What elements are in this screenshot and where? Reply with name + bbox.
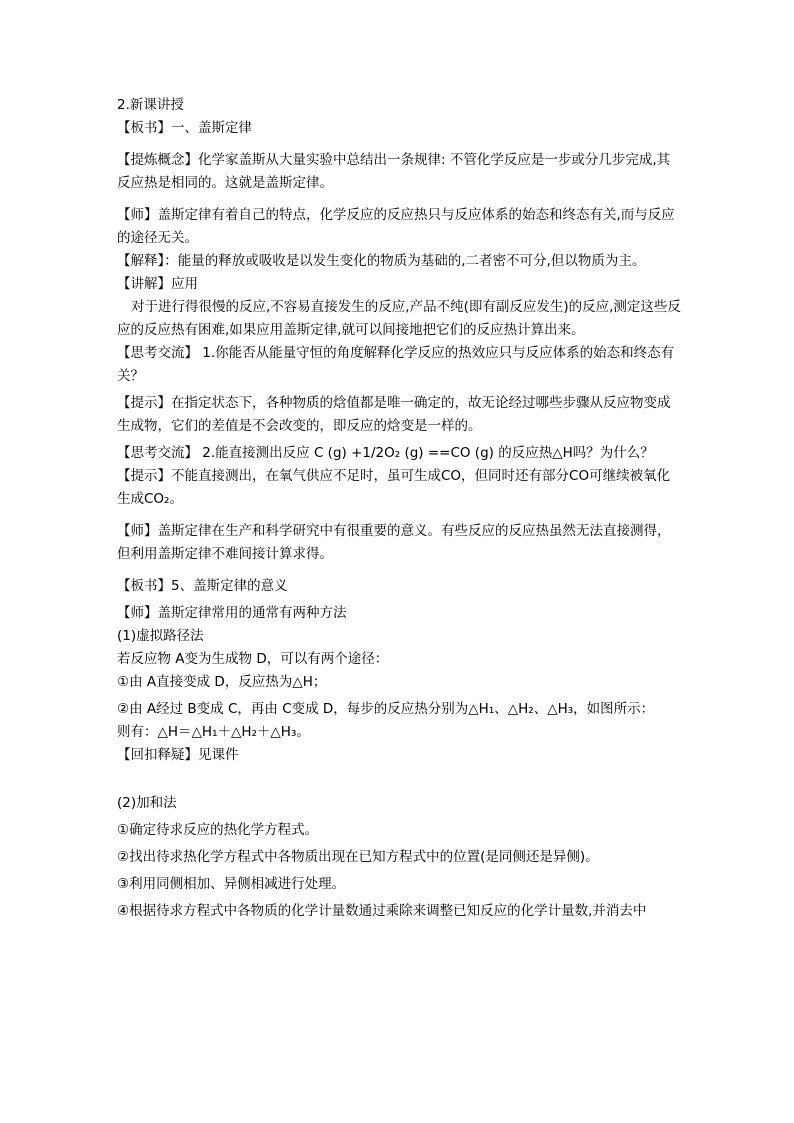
paragraph-8	[117, 392, 682, 438]
paragraph-22	[117, 846, 682, 869]
text: 盖斯定律有着自己的特点，化学反应的反应热只与反应体系的始态和终态有关,而与反应的途径无关。	[117, 207, 675, 246]
paragraph-19	[117, 744, 682, 767]
section-heading: 2.新课讲授	[117, 97, 184, 113]
paragraph-12	[117, 575, 682, 598]
paragraph-14	[117, 625, 682, 648]
text: 化学家盖斯从大量实验中总结出一条规律: 不管化学反应是一步或分几步完成,其反应热是相同的。这就是盖斯定律。	[117, 152, 671, 191]
text: ②由 A经过 B变成 C，再由 C变成 D，每步的反应热分别为△H₁、△H₂、△H₃，如图所示：	[117, 701, 655, 717]
paragraph-16	[117, 671, 682, 694]
tag: 【板书】	[117, 120, 171, 136]
text: 2.能直接测出反应 C (g) +1/2O₂ (g) ==CO (g) 的反应热△H吗？为什么？	[198, 445, 654, 461]
tag: 【师】	[117, 523, 158, 539]
paragraph-18	[117, 721, 682, 744]
text: ①由 A直接变成 D，反应热为△H；	[117, 674, 327, 690]
tag: 【讲解】	[117, 276, 171, 292]
paragraph-13	[117, 602, 682, 625]
paragraph-15	[117, 648, 682, 671]
tag: 【思考交流】	[117, 345, 198, 361]
text: ④根据待求方程式中各物质的化学计量数通过乘除来调整已知反应的化学计量数,并消去中	[117, 903, 647, 919]
paragraph-3	[117, 204, 682, 250]
tag: 【回扣释疑】	[117, 747, 198, 763]
text: ：能量的释放或吸收是以发生变化的物质为基础的,二者密不可分,但以物质为主。	[164, 253, 646, 269]
text: ①确定待求反应的热化学方程式。	[117, 822, 319, 838]
paragraph-23	[117, 873, 682, 896]
text: ③利用同侧相加、异侧相减进行处理。	[117, 876, 346, 892]
paragraph-6	[117, 296, 682, 342]
paragraph-7	[117, 342, 682, 388]
paragraph-1	[117, 117, 682, 140]
text: 应用	[171, 276, 198, 292]
text: 不能直接测出，在氧气供应不足时，虽可生成CO，但同时还有部分CO可继续被氧化生成CO₂。	[117, 468, 671, 507]
paragraph-21	[117, 819, 682, 842]
tag: 【提示】	[117, 395, 171, 411]
text: 则有：△H＝△H₁＋△H₂＋△H₃。	[117, 724, 310, 740]
tag: 【思考交流】	[117, 445, 198, 461]
text: ②找出待求热化学方程式中各物质出现在已知方程式中的位置(是同侧还是异侧)。	[117, 849, 599, 865]
text: (1)虚拟路径法	[117, 628, 204, 644]
text: (2)加和法	[117, 795, 177, 811]
tag: 【提示】	[117, 468, 171, 484]
paragraph-10	[117, 465, 682, 511]
paragraph-11	[117, 520, 682, 566]
paragraph-9	[117, 442, 682, 465]
tag: 【提炼概念】	[117, 152, 198, 168]
paragraph-4	[117, 250, 682, 273]
paragraph-24	[117, 900, 682, 923]
paragraph-17	[117, 698, 682, 721]
text: 5、盖斯定律的意义	[171, 578, 288, 594]
text: 见课件	[198, 747, 239, 763]
text: 1.你能否从能量守恒的角度解释化学反应的热效应只与反应体系的始态和终态有关？	[117, 345, 675, 384]
tag: 【解释】	[117, 253, 165, 269]
text: 一、盖斯定律	[171, 120, 252, 136]
tag: 【板书】	[117, 578, 171, 594]
text: 盖斯定律常用的通常有两种方法	[157, 605, 347, 621]
document-body	[117, 94, 682, 923]
paragraph-5	[117, 273, 682, 296]
tag: 【师】	[117, 605, 158, 621]
tag: 【师】	[117, 207, 158, 223]
paragraph-2	[117, 149, 682, 195]
text: 若反应物 A变为生成物 D，可以有两个途径：	[117, 651, 389, 667]
text: 对于进行得很慢的反应,不容易直接发生的反应,产品不纯(即有副反应发生)的反应,测定这些反应的反应热有困难,如果应用盖斯定律,就可以间接地把它们的反应热计算出来。	[117, 299, 681, 338]
text: 在指定状态下，各种物质的焓值都是唯一确定的，故无论经过哪些步骤从反应物变成生成物，它们的差值是不会改变的，即反应的焓变是一样的。	[117, 395, 671, 434]
text: 盖斯定律在生产和科学研究中有很重要的意义。有些反应的反应热虽然无法直接测得，但利用盖斯定律不难间接计算求得。	[117, 523, 671, 562]
paragraph-20	[117, 792, 682, 815]
